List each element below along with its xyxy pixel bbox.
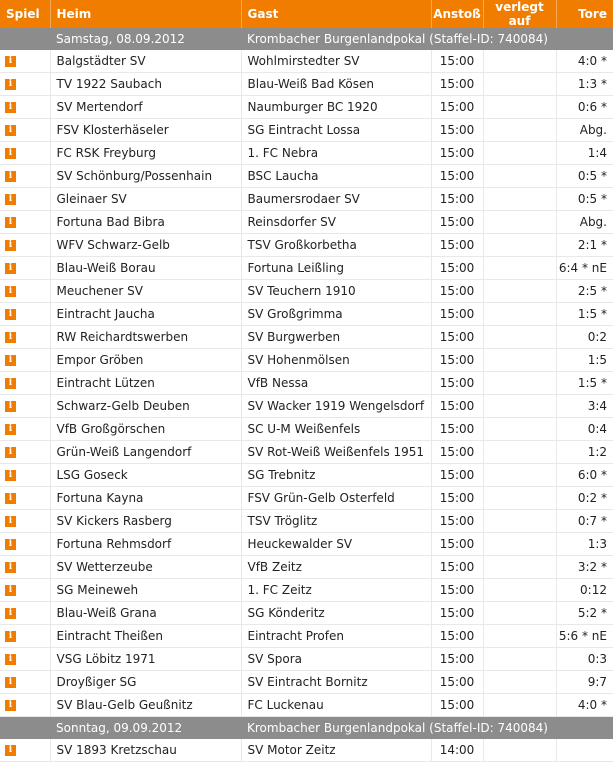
- info-icon[interactable]: i: [5, 470, 16, 481]
- info-icon[interactable]: i: [5, 447, 16, 458]
- table-row: [0, 280, 613, 303]
- away-team: BSC Laucha: [241, 165, 431, 188]
- home-team: Eintracht Lützen: [50, 372, 241, 395]
- score: 5:6 * nE: [556, 625, 613, 648]
- away-team: VfB Nessa: [241, 372, 431, 395]
- kickoff-time: 15:00: [431, 602, 483, 625]
- column-header-heim: Heim: [50, 0, 241, 28]
- matchday-date: Samstag, 08.09.2012: [50, 28, 241, 50]
- score: [556, 739, 613, 762]
- kickoff-time: 15:00: [431, 349, 483, 372]
- home-team: Droyßiger SG: [50, 671, 241, 694]
- kickoff-time: 15:00: [431, 142, 483, 165]
- home-team: FC RSK Freyburg: [50, 142, 241, 165]
- game-info-cell: [0, 280, 50, 303]
- info-icon[interactable]: i: [5, 125, 16, 136]
- score: 1:3: [556, 533, 613, 556]
- moved-to: [483, 510, 556, 533]
- game-info-cell: [0, 119, 50, 142]
- home-team: TV 1922 Saubach: [50, 73, 241, 96]
- column-header-verlegt: verlegt auf: [483, 0, 556, 28]
- info-icon[interactable]: i: [5, 171, 16, 182]
- moved-to: [483, 395, 556, 418]
- away-team: TSV Tröglitz: [241, 510, 431, 533]
- score: 0:2: [556, 326, 613, 349]
- table-row: [0, 303, 613, 326]
- table-row: [0, 50, 613, 73]
- moved-to: [483, 349, 556, 372]
- kickoff-time: 15:00: [431, 556, 483, 579]
- away-team: TSV Großkorbetha: [241, 234, 431, 257]
- table-row: [0, 96, 613, 119]
- moved-to: [483, 165, 556, 188]
- table-row: [0, 487, 613, 510]
- away-team: SV Rot-Weiß Weißenfels 1951: [241, 441, 431, 464]
- matchday-spacer: [0, 717, 50, 740]
- away-team: Fortuna Leißling: [241, 257, 431, 280]
- table-row: [0, 739, 613, 762]
- kickoff-time: 15:00: [431, 234, 483, 257]
- kickoff-time: 15:00: [431, 441, 483, 464]
- column-header-gast: Gast: [241, 0, 431, 28]
- fixtures-body: [0, 28, 613, 762]
- game-info-cell: [0, 188, 50, 211]
- moved-to: [483, 602, 556, 625]
- info-icon[interactable]: i: [5, 286, 16, 297]
- column-header-anstoss: Anstoß: [431, 0, 483, 28]
- kickoff-time: 15:00: [431, 119, 483, 142]
- column-header-spiel: Spiel: [0, 0, 50, 28]
- away-team: SV Motor Zeitz: [241, 739, 431, 762]
- moved-to: [483, 739, 556, 762]
- moved-to: [483, 96, 556, 119]
- score: 4:0 *: [556, 694, 613, 717]
- kickoff-time: 15:00: [431, 648, 483, 671]
- moved-to: [483, 211, 556, 234]
- score: 3:4: [556, 395, 613, 418]
- away-team: SG Könderitz: [241, 602, 431, 625]
- table-row: [0, 349, 613, 372]
- game-info-cell: [0, 326, 50, 349]
- home-team: SV Kickers Rasberg: [50, 510, 241, 533]
- table-row: [0, 694, 613, 717]
- moved-to: [483, 280, 556, 303]
- score: 0:3: [556, 648, 613, 671]
- away-team: Baumersrodaer SV: [241, 188, 431, 211]
- kickoff-time: 15:00: [431, 280, 483, 303]
- kickoff-time: 14:00: [431, 739, 483, 762]
- score: 3:2 *: [556, 556, 613, 579]
- column-header-tore: Tore: [556, 0, 613, 28]
- moved-to: [483, 533, 556, 556]
- away-team: Wohlmirstedter SV: [241, 50, 431, 73]
- away-team: FSV Grün-Gelb Osterfeld: [241, 487, 431, 510]
- kickoff-time: 15:00: [431, 50, 483, 73]
- home-team: Eintracht Theißen: [50, 625, 241, 648]
- moved-to: [483, 188, 556, 211]
- kickoff-time: 15:00: [431, 625, 483, 648]
- home-team: WFV Schwarz-Gelb: [50, 234, 241, 257]
- score: 6:0 *: [556, 464, 613, 487]
- game-info-cell: [0, 625, 50, 648]
- kickoff-time: 15:00: [431, 671, 483, 694]
- home-team: SG Meineweh: [50, 579, 241, 602]
- table-row: [0, 671, 613, 694]
- score: 2:5 *: [556, 280, 613, 303]
- matchday-competition: Krombacher Burgenlandpokal (Staffel-ID: 740084): [241, 717, 613, 740]
- game-info-cell: [0, 50, 50, 73]
- matchday-date: Sonntag, 09.09.2012: [50, 717, 241, 740]
- kickoff-time: 15:00: [431, 257, 483, 280]
- kickoff-time: 15:00: [431, 165, 483, 188]
- info-icon[interactable]: i: [5, 745, 16, 756]
- table-row: [0, 326, 613, 349]
- game-info-cell: [0, 142, 50, 165]
- moved-to: [483, 234, 556, 257]
- score: 0:5 *: [556, 188, 613, 211]
- home-team: RW Reichardtswerben: [50, 326, 241, 349]
- info-icon[interactable]: i: [5, 562, 16, 573]
- score: 1:3 *: [556, 73, 613, 96]
- table-row: [0, 395, 613, 418]
- away-team: Heuckewalder SV: [241, 533, 431, 556]
- game-info-cell: [0, 395, 50, 418]
- away-team: SV Teuchern 1910: [241, 280, 431, 303]
- score: 0:5 *: [556, 165, 613, 188]
- info-icon[interactable]: i: [5, 654, 16, 665]
- info-icon[interactable]: i: [5, 194, 16, 205]
- matchday-row: [0, 28, 613, 50]
- moved-to: [483, 50, 556, 73]
- info-icon[interactable]: i: [5, 401, 16, 412]
- table-row: [0, 418, 613, 441]
- info-icon[interactable]: i: [5, 56, 16, 67]
- home-team: Balgstädter SV: [50, 50, 241, 73]
- moved-to: [483, 441, 556, 464]
- away-team: SC U-M Weißenfels: [241, 418, 431, 441]
- info-icon[interactable]: i: [5, 493, 16, 504]
- moved-to: [483, 257, 556, 280]
- kickoff-time: 15:00: [431, 188, 483, 211]
- matchday-row: [0, 717, 613, 740]
- game-info-cell: [0, 510, 50, 533]
- score: 9:7: [556, 671, 613, 694]
- home-team: Blau-Weiß Grana: [50, 602, 241, 625]
- away-team: SV Wacker 1919 Wengelsdorf: [241, 395, 431, 418]
- info-icon[interactable]: i: [5, 309, 16, 320]
- info-icon[interactable]: i: [5, 332, 16, 343]
- kickoff-time: 15:00: [431, 73, 483, 96]
- score: 0:12: [556, 579, 613, 602]
- info-icon[interactable]: i: [5, 516, 16, 527]
- away-team: VfB Zeitz: [241, 556, 431, 579]
- home-team: Gleinaer SV: [50, 188, 241, 211]
- game-info-cell: [0, 96, 50, 119]
- table-header-row: [0, 0, 613, 28]
- moved-to: [483, 142, 556, 165]
- away-team: 1. FC Nebra: [241, 142, 431, 165]
- score: 4:0 *: [556, 50, 613, 73]
- game-info-cell: [0, 234, 50, 257]
- away-team: Reinsdorfer SV: [241, 211, 431, 234]
- game-info-cell: [0, 671, 50, 694]
- game-info-cell: [0, 165, 50, 188]
- matchday-spacer: [0, 28, 50, 50]
- home-team: VSG Löbitz 1971: [50, 648, 241, 671]
- info-icon[interactable]: i: [5, 79, 16, 90]
- home-team: SV Blau-Gelb Geußnitz: [50, 694, 241, 717]
- game-info-cell: [0, 487, 50, 510]
- kickoff-time: 15:00: [431, 579, 483, 602]
- kickoff-time: 15:00: [431, 326, 483, 349]
- home-team: SV Mertendorf: [50, 96, 241, 119]
- moved-to: [483, 579, 556, 602]
- moved-to: [483, 487, 556, 510]
- home-team: Eintracht Jaucha: [50, 303, 241, 326]
- home-team: Empor Gröben: [50, 349, 241, 372]
- game-info-cell: [0, 739, 50, 762]
- score: 0:6 *: [556, 96, 613, 119]
- info-icon[interactable]: i: [5, 424, 16, 435]
- kickoff-time: 15:00: [431, 464, 483, 487]
- info-icon[interactable]: i: [5, 240, 16, 251]
- game-info-cell: [0, 464, 50, 487]
- score: 6:4 * nE: [556, 257, 613, 280]
- away-team: SG Trebnitz: [241, 464, 431, 487]
- moved-to: [483, 372, 556, 395]
- away-team: SV Burgwerben: [241, 326, 431, 349]
- table-row: [0, 579, 613, 602]
- home-team: Blau-Weiß Borau: [50, 257, 241, 280]
- game-info-cell: [0, 418, 50, 441]
- away-team: Naumburger BC 1920: [241, 96, 431, 119]
- table-row: [0, 602, 613, 625]
- kickoff-time: 15:00: [431, 510, 483, 533]
- away-team: Blau-Weiß Bad Kösen: [241, 73, 431, 96]
- kickoff-time: 15:00: [431, 303, 483, 326]
- away-team: SV Hohenmölsen: [241, 349, 431, 372]
- home-team: FSV Klosterhäseler: [50, 119, 241, 142]
- table-row: [0, 510, 613, 533]
- kickoff-time: 15:00: [431, 694, 483, 717]
- game-info-cell: [0, 579, 50, 602]
- info-icon[interactable]: i: [5, 217, 16, 228]
- score: 5:2 *: [556, 602, 613, 625]
- moved-to: [483, 418, 556, 441]
- info-icon[interactable]: i: [5, 631, 16, 642]
- moved-to: [483, 625, 556, 648]
- table-row: [0, 165, 613, 188]
- score: Abg.: [556, 211, 613, 234]
- game-info-cell: [0, 533, 50, 556]
- home-team: Fortuna Kayna: [50, 487, 241, 510]
- info-icon[interactable]: i: [5, 539, 16, 550]
- score: 2:1 *: [556, 234, 613, 257]
- game-info-cell: [0, 602, 50, 625]
- score: 1:2: [556, 441, 613, 464]
- table-row: [0, 142, 613, 165]
- home-team: SV Wetterzeube: [50, 556, 241, 579]
- home-team: Meuchener SV: [50, 280, 241, 303]
- info-icon[interactable]: i: [5, 102, 16, 113]
- home-team: Schwarz-Gelb Deuben: [50, 395, 241, 418]
- away-team: Eintracht Profen: [241, 625, 431, 648]
- score: 1:4: [556, 142, 613, 165]
- table-row: [0, 119, 613, 142]
- moved-to: [483, 694, 556, 717]
- table-row: [0, 234, 613, 257]
- away-team: SV Spora: [241, 648, 431, 671]
- table-row: [0, 372, 613, 395]
- info-icon[interactable]: i: [5, 378, 16, 389]
- away-team: SG Eintracht Lossa: [241, 119, 431, 142]
- matchday-competition: Krombacher Burgenlandpokal (Staffel-ID: 740084): [241, 28, 613, 50]
- game-info-cell: [0, 349, 50, 372]
- score: 1:5 *: [556, 303, 613, 326]
- moved-to: [483, 556, 556, 579]
- moved-to: [483, 73, 556, 96]
- moved-to: [483, 648, 556, 671]
- game-info-cell: [0, 441, 50, 464]
- game-info-cell: [0, 648, 50, 671]
- table-row: [0, 464, 613, 487]
- info-icon[interactable]: i: [5, 608, 16, 619]
- game-info-cell: [0, 556, 50, 579]
- kickoff-time: 15:00: [431, 395, 483, 418]
- home-team: Fortuna Bad Bibra: [50, 211, 241, 234]
- kickoff-time: 15:00: [431, 211, 483, 234]
- score: 1:5: [556, 349, 613, 372]
- table-row: [0, 188, 613, 211]
- info-icon[interactable]: i: [5, 677, 16, 688]
- table-row: [0, 211, 613, 234]
- game-info-cell: [0, 211, 50, 234]
- game-info-cell: [0, 303, 50, 326]
- away-team: SV Eintracht Bornitz: [241, 671, 431, 694]
- score: 0:4: [556, 418, 613, 441]
- table-row: [0, 257, 613, 280]
- table-row: [0, 648, 613, 671]
- kickoff-time: 15:00: [431, 487, 483, 510]
- table-row: [0, 441, 613, 464]
- moved-to: [483, 671, 556, 694]
- kickoff-time: 15:00: [431, 372, 483, 395]
- away-team: SV Großgrimma: [241, 303, 431, 326]
- table-row: [0, 533, 613, 556]
- home-team: SV Schönburg/Possenhain: [50, 165, 241, 188]
- moved-to: [483, 464, 556, 487]
- home-team: Fortuna Rehmsdorf: [50, 533, 241, 556]
- moved-to: [483, 326, 556, 349]
- score: 0:2 *: [556, 487, 613, 510]
- info-icon[interactable]: i: [5, 263, 16, 274]
- info-icon[interactable]: i: [5, 585, 16, 596]
- table-row: [0, 556, 613, 579]
- game-info-cell: [0, 73, 50, 96]
- info-icon[interactable]: i: [5, 148, 16, 159]
- home-team: Grün-Weiß Langendorf: [50, 441, 241, 464]
- home-team: SV 1893 Kretzschau: [50, 739, 241, 762]
- score: 1:5 *: [556, 372, 613, 395]
- kickoff-time: 15:00: [431, 96, 483, 119]
- info-icon[interactable]: i: [5, 700, 16, 711]
- info-icon[interactable]: i: [5, 355, 16, 366]
- game-info-cell: [0, 257, 50, 280]
- moved-to: [483, 303, 556, 326]
- score: 0:7 *: [556, 510, 613, 533]
- kickoff-time: 15:00: [431, 418, 483, 441]
- game-info-cell: [0, 694, 50, 717]
- away-team: FC Luckenau: [241, 694, 431, 717]
- game-info-cell: [0, 372, 50, 395]
- score: Abg.: [556, 119, 613, 142]
- table-row: [0, 73, 613, 96]
- away-team: 1. FC Zeitz: [241, 579, 431, 602]
- kickoff-time: 15:00: [431, 533, 483, 556]
- moved-to: [483, 119, 556, 142]
- home-team: LSG Goseck: [50, 464, 241, 487]
- table-row: [0, 625, 613, 648]
- home-team: VfB Großgörschen: [50, 418, 241, 441]
